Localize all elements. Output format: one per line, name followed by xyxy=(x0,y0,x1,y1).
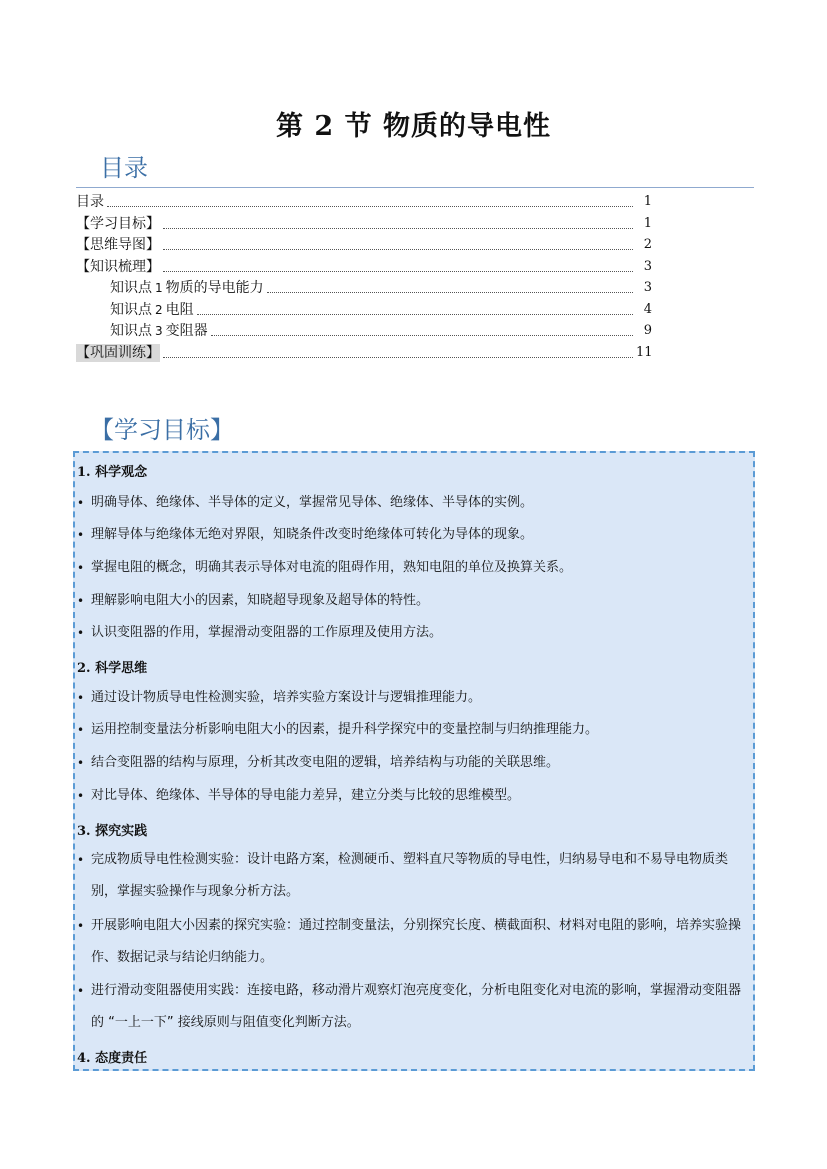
toc-entry-number: 3 xyxy=(155,324,163,338)
objective-item xyxy=(77,617,747,649)
objectives-heading: 【学习目标】 xyxy=(90,416,234,444)
objective-item xyxy=(77,780,747,812)
toc-entry-label: 【思维导图】 xyxy=(76,237,160,253)
toc-leader-dots xyxy=(107,205,633,207)
bullet-icon: • xyxy=(77,594,85,608)
objective-text: 通过设计物质导电性检测实验，培养实验方案设计与逻辑推理能力。 xyxy=(91,690,482,705)
toc-heading: 目录 xyxy=(100,154,148,182)
bullet-icon: • xyxy=(77,723,85,737)
page-title: 第 2 节 物质的导电性 xyxy=(276,111,551,142)
toc-entry-mindmap[interactable] xyxy=(76,234,652,254)
toc-entry-point-3[interactable] xyxy=(110,320,652,340)
objective-item xyxy=(77,585,747,617)
objective-item xyxy=(77,975,747,1039)
toc-entry-prefix: 知识点 xyxy=(110,280,152,296)
toc-entry-practice[interactable] xyxy=(76,342,652,362)
objective-section-title: 4. 态度责任 xyxy=(77,1051,148,1066)
bullet-icon: • xyxy=(77,496,85,510)
toc-entry-page: 9 xyxy=(643,323,652,338)
objective-text: 运用控制变量法分析影响电阻大小的因素，提升科学探究中的变量控制与归纳推理能力。 xyxy=(91,722,599,737)
toc-divider xyxy=(76,187,754,188)
toc-entry-label: 变阻器 xyxy=(165,323,208,339)
objective-item xyxy=(77,747,747,779)
toc-entry-point-1[interactable] xyxy=(110,277,652,297)
bullet-icon: • xyxy=(77,691,85,705)
toc-leader-dots xyxy=(163,356,633,358)
bullet-icon: • xyxy=(77,853,85,867)
toc-leader-dots xyxy=(211,334,633,336)
objective-text: 进行滑动变阻器使用实践：连接电路，移动滑片观察灯泡亮度变化，分析电阻变化对电流的影响，掌握滑动变阻器的 “一上一下” 接线原则与阻值变化判断方法。 xyxy=(91,983,742,1030)
objective-text: 理解导体与绝缘体无绝对界限，知晓条件改变时绝缘体可转化为导体的现象。 xyxy=(91,527,534,542)
bullet-icon: • xyxy=(77,561,85,575)
bullet-icon: • xyxy=(77,756,85,770)
toc-entry-label: 目录 xyxy=(76,194,104,210)
objective-text: 理解影响电阻大小的因素，知晓超导现象及超导体的特性。 xyxy=(91,593,430,608)
toc-leader-dots xyxy=(197,313,633,315)
toc-entry-page: 2 xyxy=(643,237,652,252)
toc-entry-page: 3 xyxy=(643,259,652,274)
objective-item xyxy=(77,844,747,908)
objective-item xyxy=(77,714,747,746)
toc-entry-page: 1 xyxy=(643,194,652,209)
toc-entry-contents[interactable] xyxy=(76,191,652,211)
toc-entry-prefix: 知识点 xyxy=(110,323,152,339)
bullet-icon: • xyxy=(77,626,85,640)
objective-section-title: 3. 探究实践 xyxy=(77,824,148,839)
toc-entry-number: 1 xyxy=(155,281,163,295)
toc-entry-label: 物质的导电能力 xyxy=(165,280,264,296)
objective-item xyxy=(77,519,747,551)
objective-item xyxy=(77,552,747,584)
toc-entry-page: 1 xyxy=(643,216,652,231)
toc-entry-page: 11 xyxy=(636,345,653,360)
toc-entry-label: 电阻 xyxy=(165,302,194,318)
objective-item xyxy=(77,910,747,974)
toc-entry-page: 3 xyxy=(643,280,652,295)
bullet-icon: • xyxy=(77,984,85,998)
toc-leader-dots xyxy=(163,270,633,272)
toc-entry-objectives[interactable] xyxy=(76,213,652,233)
toc-entry-prefix: 知识点 xyxy=(110,302,152,318)
toc-entry-label: 【学习目标】 xyxy=(76,216,160,232)
objective-text: 结合变阻器的结构与原理，分析其改变电阻的逻辑，培养结构与功能的关联思维。 xyxy=(91,755,560,770)
objective-text: 对比导体、绝缘体、半导体的导电能力差异，建立分类与比较的思维模型。 xyxy=(91,788,521,803)
objective-text: 掌握电阻的概念，明确其表示导体对电流的阻碍作用，熟知电阻的单位及换算关系。 xyxy=(91,560,573,575)
objective-section-title: 2. 科学思维 xyxy=(77,661,148,676)
bullet-icon: • xyxy=(77,789,85,803)
toc-entry-knowledge[interactable] xyxy=(76,256,652,276)
objectives-box xyxy=(73,451,755,1071)
toc-entry-page: 4 xyxy=(643,302,652,317)
toc-entry-label: 【巩固训练】 xyxy=(76,345,160,361)
objective-text: 完成物质导电性检测实验：设计电路方案，检测硬币、塑料直尺等物质的导电性，归纳易导电和不易导电物质类别，掌握实验操作与现象分析方法。 xyxy=(91,852,729,899)
toc-entry-point-2[interactable] xyxy=(110,299,652,319)
objective-section-title: 1. 科学观念 xyxy=(77,465,148,480)
toc-leader-dots xyxy=(163,227,633,229)
toc-entry-label: 【知识梳理】 xyxy=(76,259,160,275)
objective-item xyxy=(77,682,747,714)
objective-text: 开展影响电阻大小因素的探究实验：通过控制变量法，分别探究长度、横截面积、材料对电阻的影响，培养实验操作、数据记录与结论归纳能力。 xyxy=(91,918,742,965)
bullet-icon: • xyxy=(77,528,85,542)
toc-entry-number: 2 xyxy=(155,303,163,317)
bullet-icon: • xyxy=(77,919,85,933)
objective-item xyxy=(77,487,747,519)
objective-text: 明确导体、绝缘体、半导体的定义，掌握常见导体、绝缘体、半导体的实例。 xyxy=(91,495,534,510)
toc-leader-dots xyxy=(163,248,633,250)
objective-text: 认识变阻器的作用，掌握滑动变阻器的工作原理及使用方法。 xyxy=(91,625,443,640)
toc-leader-dots xyxy=(267,291,633,293)
